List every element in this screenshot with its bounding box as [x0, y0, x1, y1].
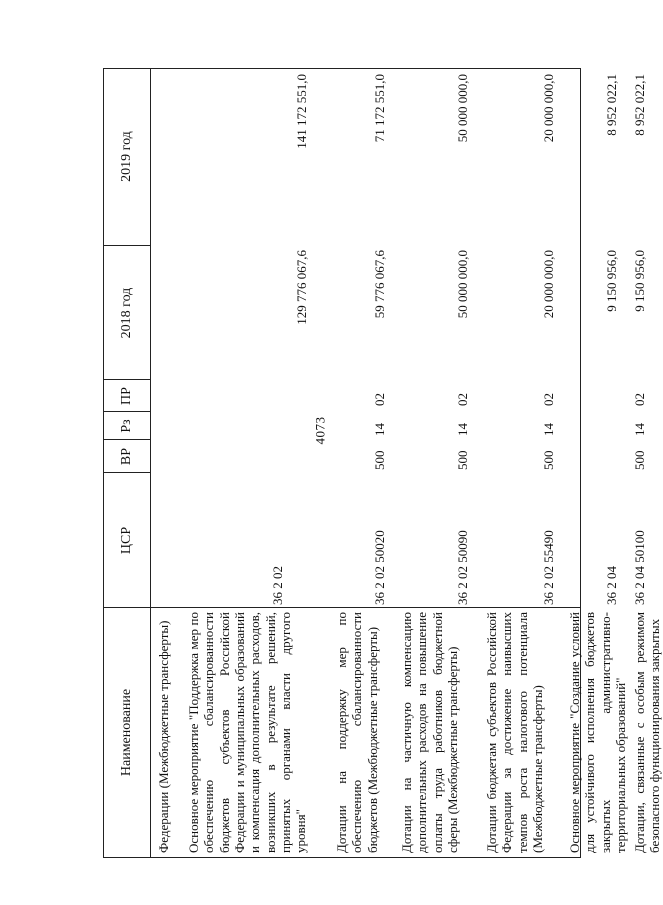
- page-number: 4073: [312, 416, 328, 445]
- header-pr: ПР: [118, 387, 134, 405]
- header-2018: 2018 год: [118, 287, 134, 339]
- column-divider: [104, 439, 151, 440]
- row-2019: 20 000 000,0: [541, 74, 556, 143]
- row-vr: 500: [541, 450, 556, 470]
- row-csr: 36 2 02 50090: [455, 530, 470, 605]
- row-2019: 71 172 551,0: [372, 74, 387, 143]
- row-2019: 141 172 551,0: [294, 74, 309, 149]
- column-divider: [104, 472, 151, 473]
- column-divider: [104, 411, 151, 412]
- row-vr: 500: [372, 450, 387, 470]
- row-name: Основное мероприятие "Поддержка мер по обеспечению сбалансированности бюджетов субъектов Российской Федерации и муниципальных образований и компенсация дополнительных расходов, возникших в результате решений, принятых органами власти другого уровня": [186, 612, 309, 853]
- row-vr: 500: [632, 450, 647, 470]
- header-2019: 2019 год: [118, 131, 134, 182]
- row-pr: 02: [632, 393, 647, 406]
- row-2018: 129 776 067,6: [294, 250, 309, 325]
- row-2018: 9 150 956,0: [604, 250, 619, 312]
- column-divider: [104, 607, 580, 608]
- row-name: Федерации (Межбюджетные трансферты): [156, 620, 171, 853]
- row-name: Дотации, связанные с особым режимом безопасного функционирования закрытых: [632, 612, 663, 853]
- row-2018: 50 000 000,0: [455, 250, 470, 319]
- row-pr: 02: [372, 393, 387, 406]
- row-name: Дотации на поддержку мер по обеспечению сбалансированности бюджетов (Межбюджетные трансферты): [334, 612, 380, 853]
- row-name: Дотации на частичную компенсацию дополнительных расходов на повышение оплаты труда работников бюджетной сферы (Межбюджетные трансферты): [399, 612, 460, 853]
- row-2018: 20 000 000,0: [541, 250, 556, 319]
- row-vr: 500: [455, 450, 470, 470]
- row-csr: 36 2 02: [270, 566, 285, 605]
- row-csr: 36 2 04 50100: [632, 530, 647, 605]
- row-csr: 36 2 02 50020: [372, 530, 387, 605]
- header-vr: ВР: [118, 447, 134, 466]
- row-rz: 14: [632, 423, 647, 436]
- column-divider: [104, 379, 151, 380]
- column-divider: [104, 245, 151, 246]
- row-2019: 8 952 022,1: [632, 74, 647, 136]
- row-name: Основное мероприятие "Создание условий для устойчивого исполнения бюджетов закрытых административно-территориальных образований": [567, 612, 628, 853]
- row-csr: 36 2 04: [604, 566, 619, 605]
- header-csr: ЦСР: [118, 526, 134, 555]
- row-pr: 02: [455, 393, 470, 406]
- table-header: [104, 69, 151, 857]
- budget-table: [103, 68, 663, 858]
- row-rz: 14: [372, 423, 387, 436]
- header-name: Наименование: [118, 688, 134, 777]
- row-2019: 8 952 022,1: [604, 74, 619, 136]
- row-rz: 14: [541, 423, 556, 436]
- row-name: Дотации бюджетам субъектов Российской Федерации за достижение наивысших темпов роста налогового потенциала (Межбюджетные трансферты): [484, 612, 545, 853]
- row-2019: 50 000 000,0: [455, 74, 470, 143]
- row-csr: 36 2 02 55490: [541, 530, 556, 605]
- header-rz: Рз: [118, 419, 134, 433]
- row-2018: 59 776 067,6: [372, 250, 387, 319]
- row-rz: 14: [455, 423, 470, 436]
- row-pr: 02: [541, 393, 556, 406]
- row-2018: 9 150 956,0: [632, 250, 647, 312]
